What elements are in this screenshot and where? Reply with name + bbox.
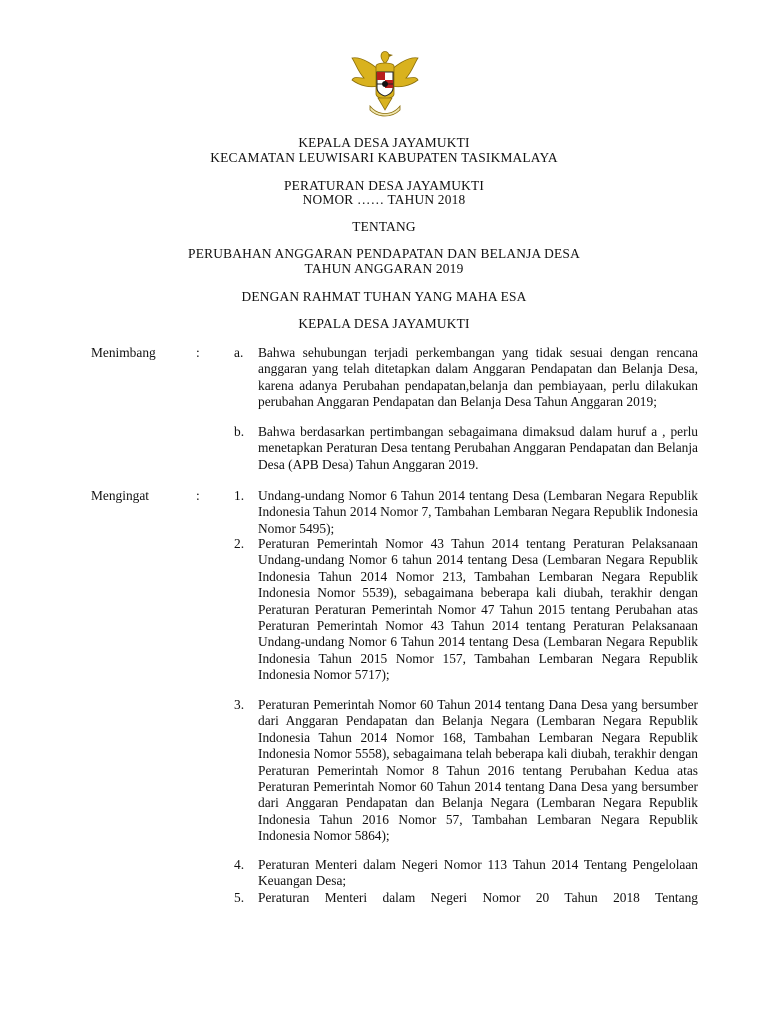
about-heading: TENTANG xyxy=(352,219,416,234)
regulation-number: NOMOR …… TAHUN 2018 xyxy=(302,192,466,207)
mengingat-item-2: Peraturan Pemerintah Nomor 43 Tahun 2014 tentang Peraturan Pelaksanaan Undang-undang Nomor 6 tahun 2014 tentang Desa (Lembaran Negara Republik Indonesia Tahun 2014 Nomor 213, Tambahan Lembaran Negara Republik Indonesia Nomor 5539), sebagaimana beberapa kali diubah, terakhir dengan Peraturan Peraturan Pemerintah Nomor 47 Tahun 2015 tentang Perubahan atas Peraturan Pemerintah Nomor 43 Tahun 2014 tentang Peraturan Pelaksanaan Undang-undang Nomor 6 Tahun 2014 tentang Desa (Lembaran Negara Republik Indonesia Tahun 2015 Nomor 157, Tambahan Lembaran Negara Republik Indonesia Nomor 5717); xyxy=(258,536,698,683)
mengingat-item-3: Peraturan Pemerintah Nomor 60 Tahun 2014 tentang Dana Desa yang bersumber dari Anggaran Pendapatan dan Belanja Negara (Lembaran Negara Republik Indonesia Tahun 2014 Nomor 168, Tambahan Lembaran Negara Republik Indonesia Nomor 5558), sebagaimana telah beberapa kali diubah, terakhir dengan Peraturan Pemerintah Nomor 8 Tahun 2016 tentang Perubahan Kedua atas Peraturan Pemerintah Nomor 60 Tahun 2014 tentang Dana Desa yang bersumber dari Anggaran Pendapatan dan Belanja Negara (Lembaran Negara Republik Indonesia Tahun 2016 Nomor 57, Tambahan Lembaran Negara Republik Indonesia Nomor 5864); xyxy=(258,697,698,844)
grace-line: DENGAN RAHMAT TUHAN YANG MAHA ESA xyxy=(241,289,527,304)
menimbang-label: Menimbang xyxy=(91,345,156,360)
mengingat-item-2-mark: 2. xyxy=(234,536,245,551)
mengingat-item-1-mark: 1. xyxy=(234,488,245,503)
regulation-title: PERATURAN DESA JAYAMUKTI xyxy=(284,178,484,193)
heading-district: KECAMATAN LEUWISARI KABUPATEN TASIKMALAYA xyxy=(210,150,558,165)
mengingat-item-4: Peraturan Menteri dalam Negeri Nomor 113 Tahun 2014 Tentang Pengelolaan Keuangan Desa; xyxy=(258,857,698,889)
subject-line-1: PERUBAHAN ANGGARAN PENDAPATAN DAN BELANJA DESA xyxy=(188,246,580,261)
menimbang-item-a: Bahwa sehubungan terjadi perkembangan yang tidak sesuai dengan rencana anggaran yang telah ditetapkan dalam Anggaran Pendapatan dan Belanja Desa, karena adanya Perubahan pendapatan,belanja dan pembiayaan, perlu dilakukan perubahan Anggaran Pendapatan dan Belanja Desa Tahun Anggaran 2019; xyxy=(258,345,698,410)
mengingat-item-1: Undang-undang Nomor 6 Tahun 2014 tentang Desa (Lembaran Negara Republik Indonesia Tahun 2014 Nomor 7, Tambahan Lembaran Negara Republik Indonesia Nomor 5495); xyxy=(258,488,698,536)
mengingat-item-5-mark: 5. xyxy=(234,890,245,905)
garuda-emblem-icon xyxy=(348,46,422,124)
menimbang-item-b-mark: b. xyxy=(234,424,245,439)
mengingat-colon: : xyxy=(196,488,200,503)
issuer-line: KEPALA DESA JAYAMUKTI xyxy=(298,316,470,331)
subject-line-2: TAHUN ANGGARAN 2019 xyxy=(304,261,464,276)
mengingat-label: Mengingat xyxy=(91,488,150,503)
mengingat-item-4-mark: 4. xyxy=(234,857,245,872)
mengingat-item-5: Peraturan Menteri dalam Negeri Nomor 20 Tahun 2018 Tentang xyxy=(258,890,698,905)
menimbang-item-a-mark: a. xyxy=(234,345,244,360)
menimbang-item-b: Bahwa berdasarkan pertimbangan sebagaimana dimaksud dalam huruf a , perlu menetapkan Peraturan Desa tentang Perubahan Anggaran Pendapatan dan Belanja Desa (APB Desa) Tahun Anggaran 2019. xyxy=(258,424,698,472)
heading-office: KEPALA DESA JAYAMUKTI xyxy=(298,135,470,150)
mengingat-item-3-mark: 3. xyxy=(234,697,245,712)
menimbang-colon: : xyxy=(196,345,200,360)
